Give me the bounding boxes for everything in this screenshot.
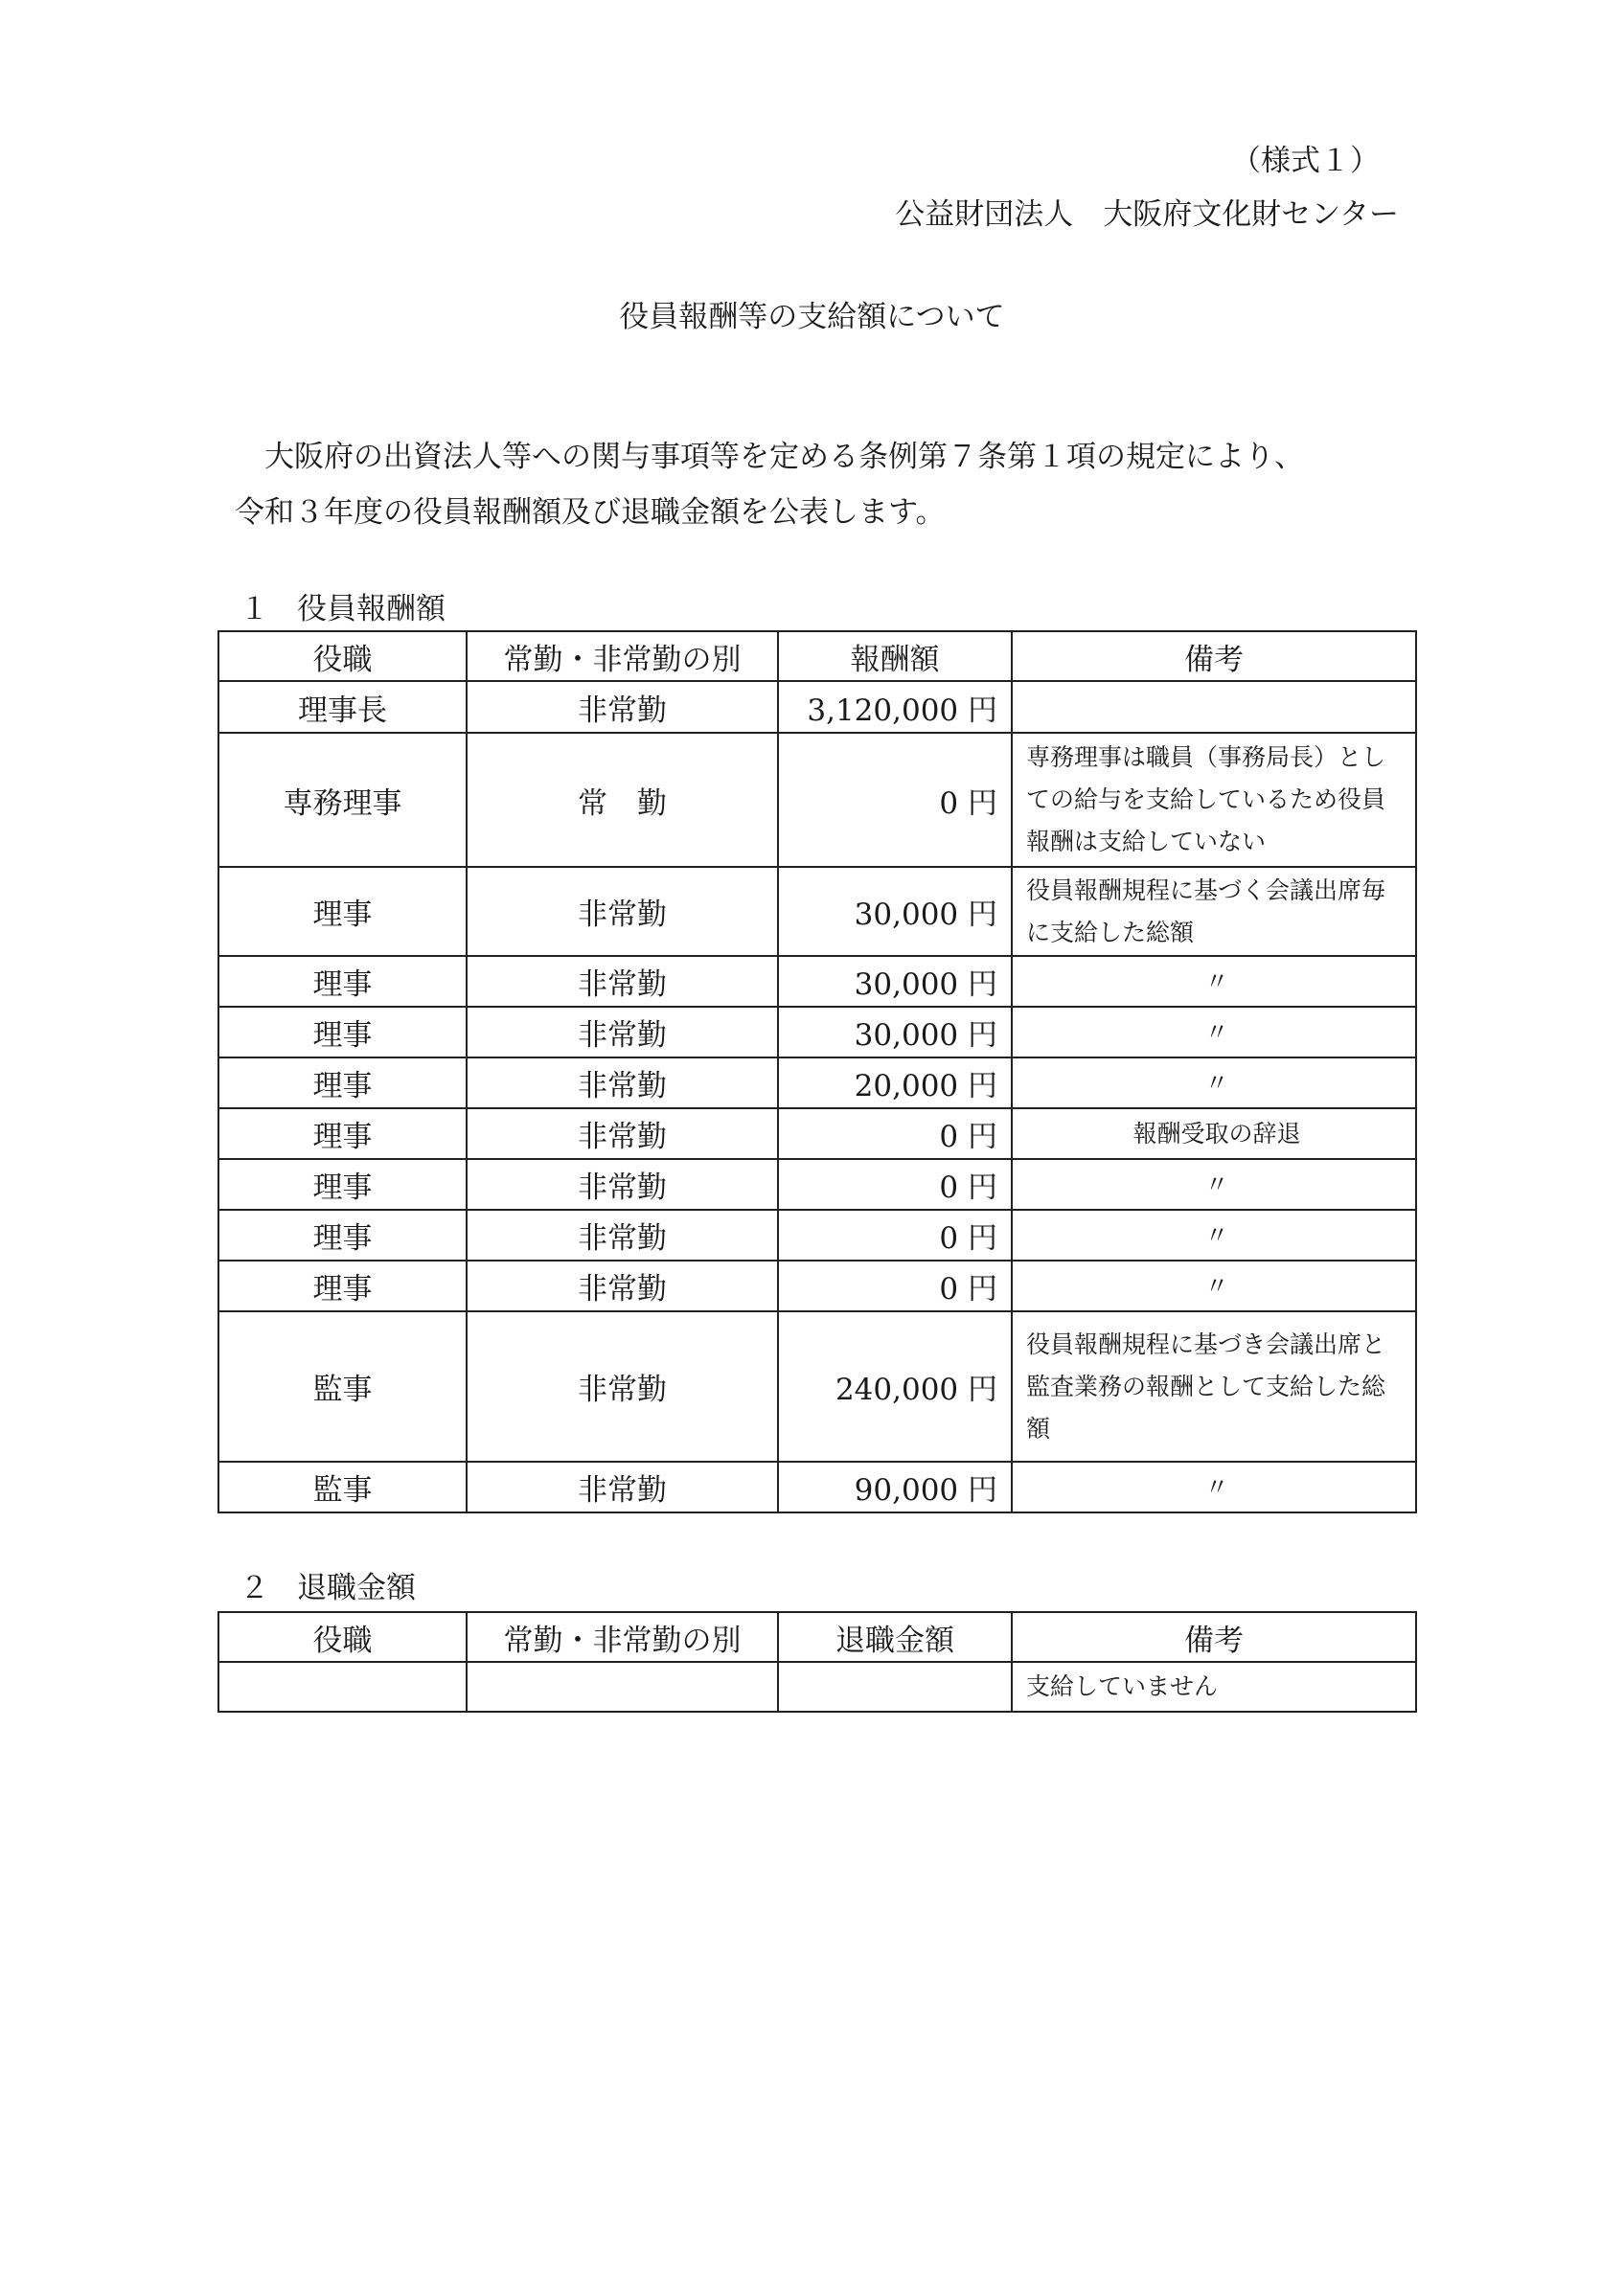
- table-row: [218, 1462, 1416, 1512]
- cell-remarks: 〃: [1012, 1210, 1416, 1261]
- cell-employment-type: 非常勤: [467, 1057, 778, 1108]
- cell-amount: 0 円: [778, 733, 1012, 867]
- cell-amount: 20,000 円: [778, 1057, 1012, 1108]
- cell-employment-type: [467, 1662, 778, 1712]
- table-header-row: [218, 631, 1416, 681]
- table-row: [218, 1311, 1416, 1462]
- cell-role: 理事: [218, 956, 467, 1007]
- table-row: [218, 1057, 1416, 1108]
- cell-remarks: 〃: [1012, 956, 1416, 1007]
- cell-employment-type: 非常勤: [467, 1159, 778, 1210]
- intro-line-2: 令和３年度の役員報酬額及び退職金額を公表します。: [235, 495, 946, 530]
- section-2-number: ２: [240, 1571, 269, 1605]
- section-1-title: 役員報酬額: [297, 592, 446, 626]
- cell-remarks: 〃: [1012, 1261, 1416, 1311]
- cell-remarks: [1012, 681, 1416, 733]
- cell-role: 理事: [218, 867, 467, 956]
- cell-role: 理事: [218, 1007, 467, 1057]
- cell-role: 監事: [218, 1311, 467, 1462]
- table-row: [218, 1210, 1416, 1261]
- cell-amount: 30,000 円: [778, 956, 1012, 1007]
- cell-amount: 30,000 円: [778, 867, 1012, 956]
- table-row: [218, 1261, 1416, 1311]
- cell-role: 理事: [218, 1057, 467, 1108]
- table-row: [218, 956, 1416, 1007]
- cell-employment-type: 非常勤: [467, 1462, 778, 1512]
- cell-role: 理事長: [218, 681, 467, 733]
- column-header-employment-type: 常勤・非常勤の別: [467, 1612, 778, 1662]
- cell-employment-type: 非常勤: [467, 956, 778, 1007]
- cell-remarks: 報酬受取の辞退: [1012, 1108, 1416, 1159]
- cell-role: 理事: [218, 1108, 467, 1159]
- cell-role: 理事: [218, 1261, 467, 1311]
- cell-amount: 30,000 円: [778, 1007, 1012, 1057]
- cell-remarks: 〃: [1012, 1462, 1416, 1512]
- section-2-heading: [240, 1563, 416, 1606]
- cell-employment-type: 非常勤: [467, 681, 778, 733]
- section-2-title: 退職金額: [297, 1571, 416, 1605]
- table-row: [218, 1007, 1416, 1057]
- cell-employment-type: 非常勤: [467, 1108, 778, 1159]
- cell-role: 監事: [218, 1462, 467, 1512]
- cell-role: [218, 1662, 467, 1712]
- table-row: [218, 733, 1416, 867]
- cell-employment-type: 非常勤: [467, 1261, 778, 1311]
- section-1-heading: [240, 584, 446, 627]
- cell-employment-type: 非常勤: [467, 1007, 778, 1057]
- column-header-remarks: 備考: [1012, 631, 1416, 681]
- cell-amount: 0 円: [778, 1108, 1012, 1159]
- column-header-role: 役職: [218, 1612, 467, 1662]
- cell-remarks: 〃: [1012, 1159, 1416, 1210]
- cell-employment-type: 非常勤: [467, 1210, 778, 1261]
- cell-employment-type: 非常勤: [467, 1311, 778, 1462]
- officer-compensation-table: [217, 630, 1417, 1513]
- table-row: [218, 867, 1416, 956]
- cell-employment-type: 非常勤: [467, 867, 778, 956]
- table-row: [218, 1159, 1416, 1210]
- cell-employment-type: 常 勤: [467, 733, 778, 867]
- cell-amount: 240,000 円: [778, 1311, 1012, 1462]
- table-header-row: [218, 1612, 1416, 1662]
- cell-amount: 0 円: [778, 1159, 1012, 1210]
- cell-role: 理事: [218, 1210, 467, 1261]
- table-row: [218, 1108, 1416, 1159]
- form-number: （様式１）: [1231, 144, 1380, 178]
- cell-amount: [778, 1662, 1012, 1712]
- cell-remarks: 支給していません: [1012, 1662, 1416, 1712]
- column-header-employment-type: 常勤・非常勤の別: [467, 631, 778, 681]
- section-1-number: １: [240, 592, 269, 626]
- table-row: [218, 681, 1416, 733]
- column-header-role: 役職: [218, 631, 467, 681]
- cell-amount: 0 円: [778, 1210, 1012, 1261]
- document-title: 役員報酬等の支給額について: [619, 300, 1005, 334]
- cell-remarks: 役員報酬規程に基づく会議出席毎に支給した総額: [1012, 867, 1416, 956]
- intro-paragraph: [235, 429, 1423, 540]
- cell-amount: 0 円: [778, 1261, 1012, 1311]
- retirement-allowance-table: [217, 1611, 1417, 1713]
- cell-remarks: 役員報酬規程に基づき会議出席と監査業務の報酬として支給した総額: [1012, 1311, 1416, 1462]
- cell-role: 専務理事: [218, 733, 467, 867]
- organization-name: 公益財団法人 大阪府文化財センター: [895, 197, 1399, 232]
- column-header-compensation: 報酬額: [778, 631, 1012, 681]
- cell-amount: 3,120,000 円: [778, 681, 1012, 733]
- cell-remarks: 〃: [1012, 1057, 1416, 1108]
- cell-remarks: 専務理事は職員（事務局長）としての給与を支給しているため役員報酬は支給していない: [1012, 733, 1416, 867]
- column-header-remarks: 備考: [1012, 1612, 1416, 1662]
- column-header-retirement-amount: 退職金額: [778, 1612, 1012, 1662]
- cell-role: 理事: [218, 1159, 467, 1210]
- cell-remarks: 〃: [1012, 1007, 1416, 1057]
- cell-amount: 90,000 円: [778, 1462, 1012, 1512]
- intro-line-1: 大阪府の出資法人等への関与事項等を定める条例第７条第１項の規定により、: [235, 440, 1304, 474]
- table-row: [218, 1662, 1416, 1712]
